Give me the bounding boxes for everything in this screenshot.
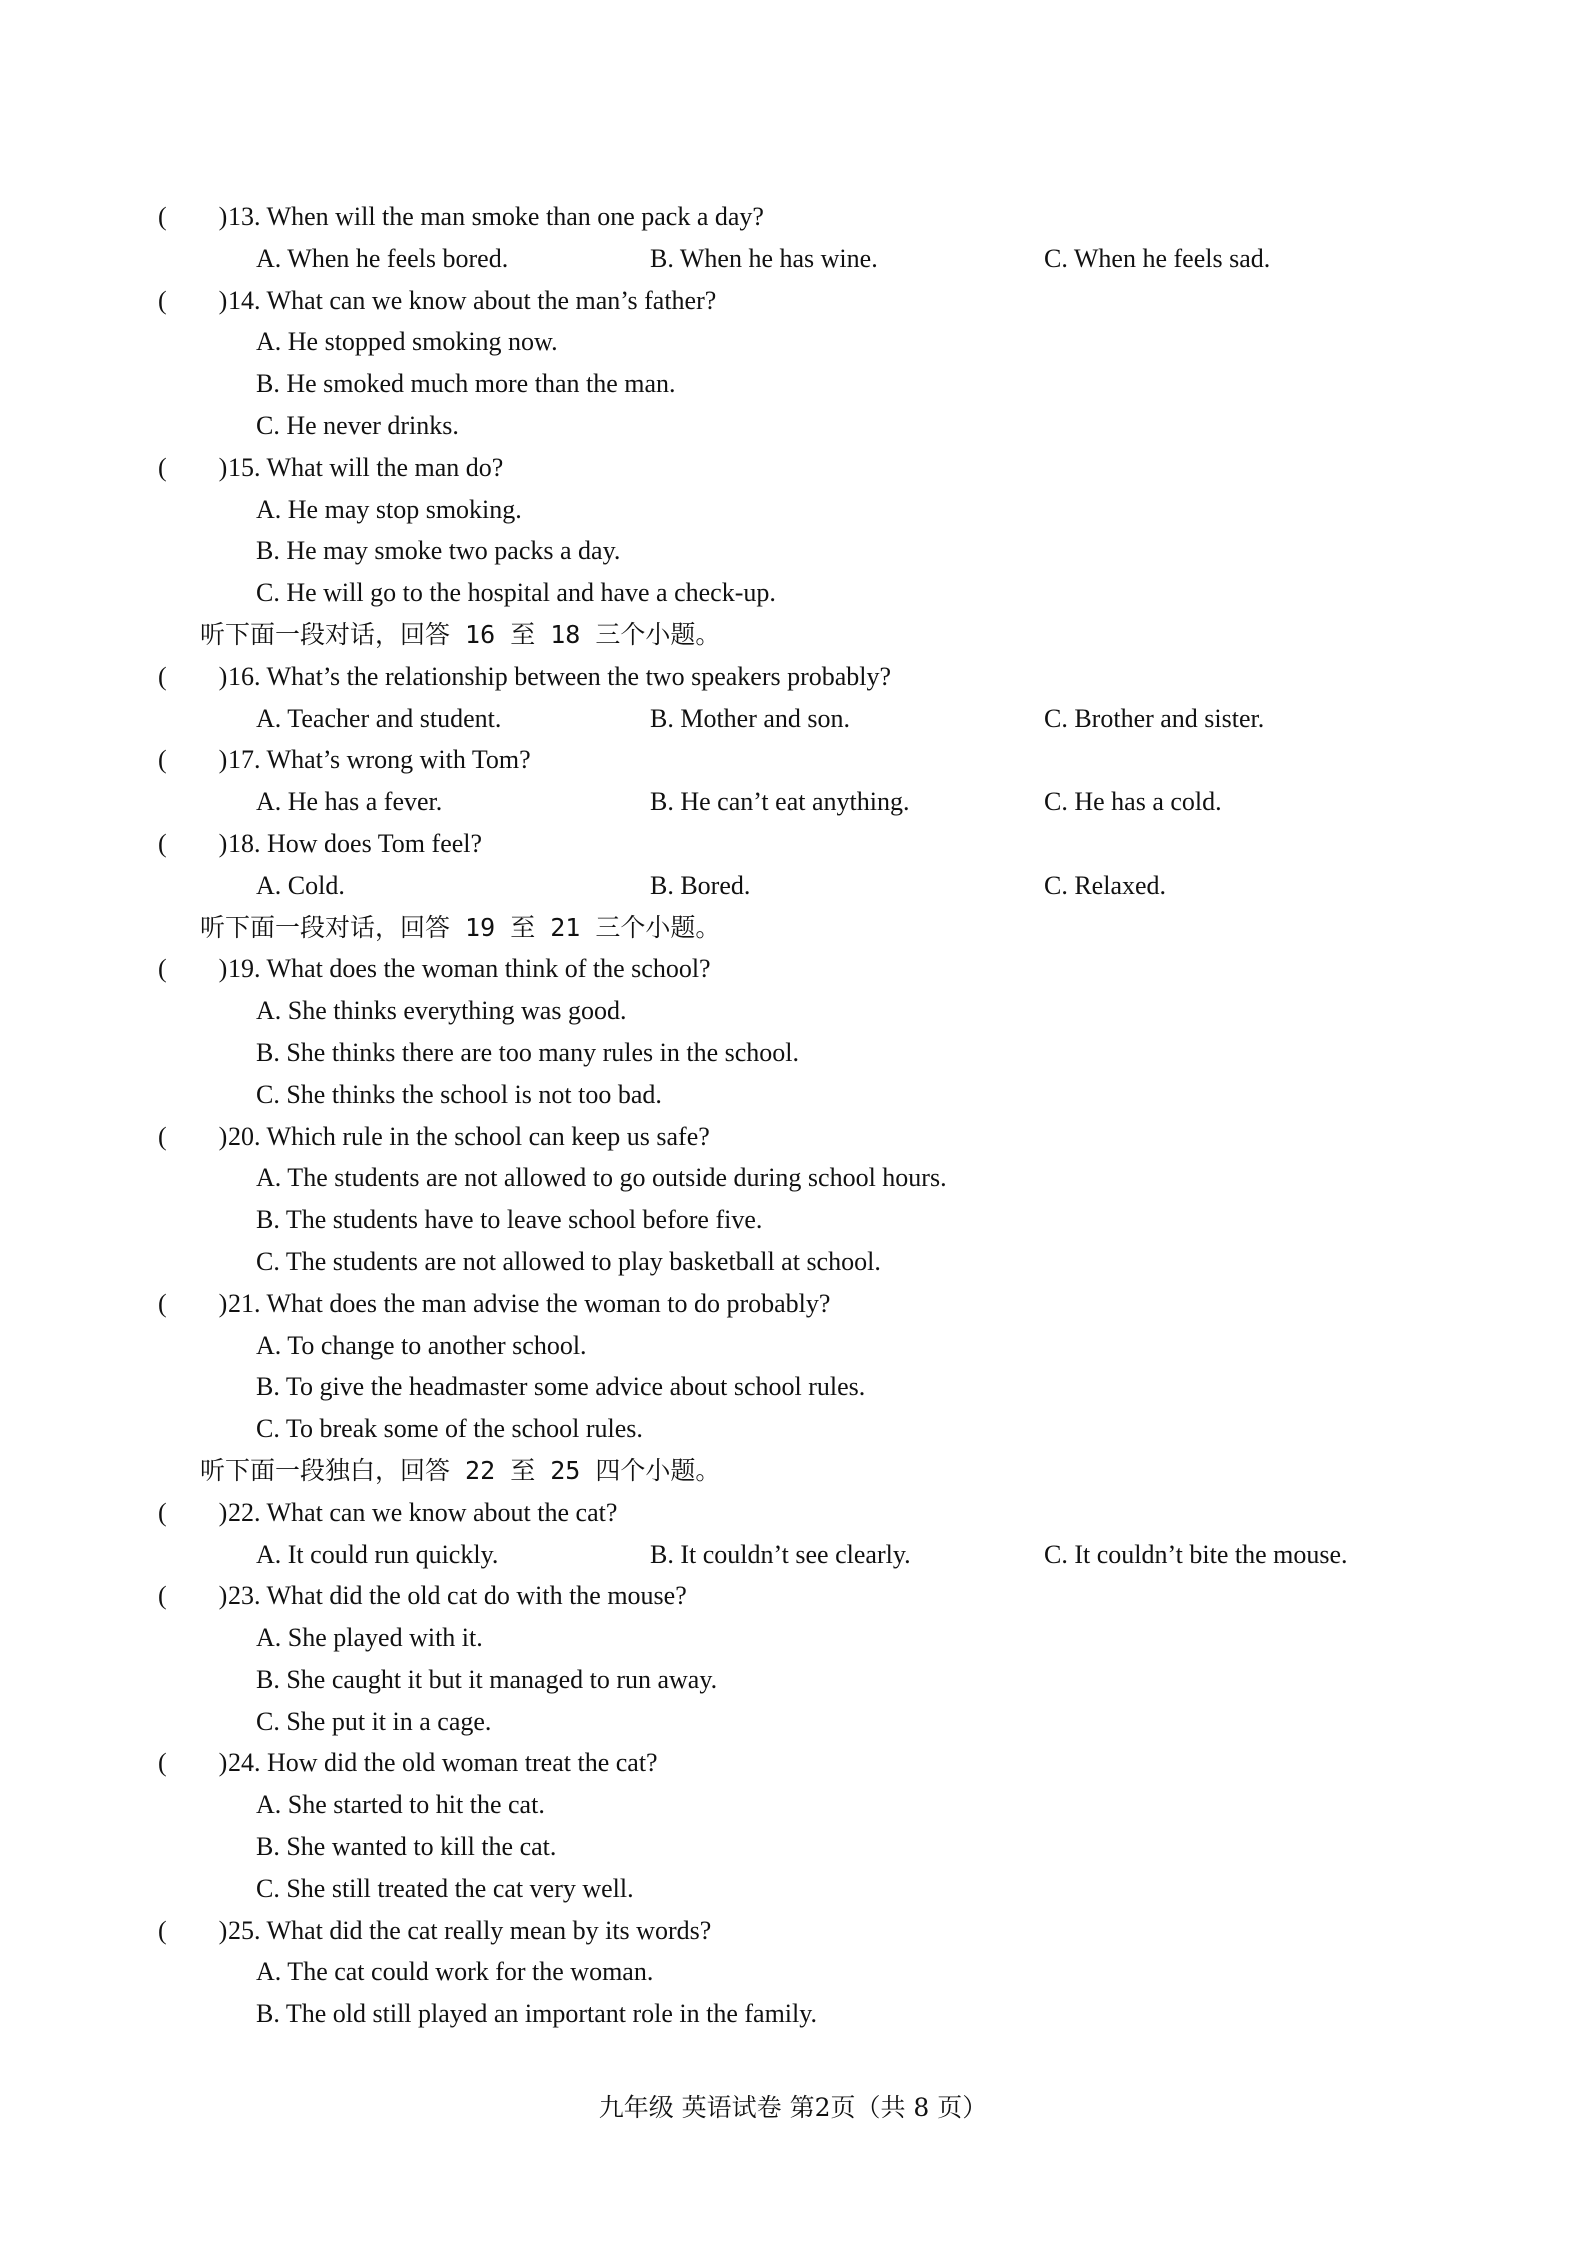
option-line: C. To break some of the school rules. xyxy=(256,1414,643,1444)
option-c: C. Relaxed. xyxy=(1044,870,1167,900)
option-b: B. He can’t eat anything. xyxy=(650,787,910,817)
option-line: A. She thinks everything was good. xyxy=(256,996,627,1026)
option-c: C. It couldn’t bite the mouse. xyxy=(1044,1539,1348,1569)
option-line: B. He smoked much more than the man. xyxy=(256,369,676,399)
question-text: 15. What will the man do? xyxy=(228,452,504,482)
answer-bracket: ( ) xyxy=(158,745,228,775)
question-line xyxy=(0,1116,1586,1158)
option-c: C. He has a cold. xyxy=(1044,787,1222,817)
option-line: C. He will go to the hospital and have a check-up. xyxy=(256,578,776,608)
option-line: B. She caught it but it managed to run away. xyxy=(256,1664,718,1694)
option-line: A. He may stop smoking. xyxy=(256,494,522,524)
section-instruction: 听下面一段对话，回答 19 至 21 三个小题。 xyxy=(200,912,721,942)
answer-bracket: ( ) xyxy=(158,452,228,482)
section-instruction: 听下面一段独白，回答 22 至 25 四个小题。 xyxy=(200,1455,721,1485)
option-c: C. When he feels sad. xyxy=(1044,243,1271,273)
answer-bracket: ( ) xyxy=(158,1121,228,1151)
answer-bracket: ( ) xyxy=(158,1497,228,1527)
answer-bracket: ( ) xyxy=(158,1581,228,1611)
option-row xyxy=(0,1534,1586,1576)
question-line xyxy=(0,1742,1586,1784)
option-line: B. She wanted to kill the cat. xyxy=(256,1832,557,1862)
option-a: A. He has a fever. xyxy=(256,787,443,817)
question-text: 20. Which rule in the school can keep us safe? xyxy=(228,1121,710,1151)
question-text: 17. What’s wrong with Tom? xyxy=(228,745,531,775)
page-footer: 九年级 英语试卷 第2页（共 8 页） xyxy=(598,2093,988,2122)
option-row xyxy=(0,865,1586,907)
option-line: A. The students are not allowed to go outside during school hours. xyxy=(256,1163,947,1193)
answer-bracket: ( ) xyxy=(158,828,228,858)
section-instruction: 听下面一段对话，回答 16 至 18 三个小题。 xyxy=(200,619,721,649)
question-text: 25. What did the cat really mean by its words? xyxy=(228,1915,712,1945)
answer-bracket: ( ) xyxy=(158,661,228,691)
option-row xyxy=(0,781,1586,823)
option-a: A. Cold. xyxy=(256,870,345,900)
option-a: A. It could run quickly. xyxy=(256,1539,499,1569)
question-text: 23. What did the old cat do with the mouse? xyxy=(228,1581,687,1611)
answer-bracket: ( ) xyxy=(158,1915,228,1945)
question-text: 21. What does the man advise the woman to do probably? xyxy=(228,1288,831,1318)
option-line: C. He never drinks. xyxy=(256,410,459,440)
answer-bracket: ( ) xyxy=(158,954,228,984)
question-text: 22. What can we know about the cat? xyxy=(228,1497,618,1527)
option-line: A. The cat could work for the woman. xyxy=(256,1957,654,1987)
option-line: C. The students are not allowed to play basketball at school. xyxy=(256,1246,881,1276)
option-b: B. Bored. xyxy=(650,870,751,900)
option-b: B. Mother and son. xyxy=(650,703,851,733)
option-a: A. When he feels bored. xyxy=(256,243,509,273)
option-line: B. To give the headmaster some advice about school rules. xyxy=(256,1372,866,1402)
question-text: 24. How did the old woman treat the cat? xyxy=(228,1748,658,1778)
question-line xyxy=(0,196,1586,238)
question-line xyxy=(0,1283,1586,1325)
question-text: 16. What’s the relationship between the two speakers probably? xyxy=(228,661,892,691)
option-line: C. She thinks the school is not too bad. xyxy=(256,1079,662,1109)
question-line xyxy=(0,1910,1586,1952)
question-line xyxy=(0,1575,1586,1617)
option-b: B. It couldn’t see clearly. xyxy=(650,1539,911,1569)
question-line xyxy=(0,739,1586,781)
answer-bracket: ( ) xyxy=(158,285,228,315)
option-b: B. When he has wine. xyxy=(650,243,878,273)
question-text: 13. When will the man smoke than one pack a day? xyxy=(228,202,764,231)
option-line: A. To change to another school. xyxy=(256,1330,587,1360)
question-line xyxy=(0,948,1586,990)
question-line xyxy=(0,823,1586,865)
question-line xyxy=(0,656,1586,698)
answer-bracket: ( ) xyxy=(158,1288,228,1318)
exam-questions xyxy=(0,196,1586,2035)
question-text: 19. What does the woman think of the school? xyxy=(228,954,711,984)
option-line: B. She thinks there are too many rules in the school. xyxy=(256,1037,800,1067)
option-line: A. He stopped smoking now. xyxy=(256,327,558,357)
question-line xyxy=(0,447,1586,489)
option-row xyxy=(0,238,1586,280)
answer-bracket: ( ) xyxy=(158,202,228,231)
option-line: A. She started to hit the cat. xyxy=(256,1790,545,1820)
question-text: 18. How does Tom feel? xyxy=(228,828,483,858)
option-line: B. He may smoke two packs a day. xyxy=(256,536,621,566)
option-line: B. The old still played an important role in the family. xyxy=(256,1999,818,2029)
option-line: C. She put it in a cage. xyxy=(256,1706,492,1736)
question-line xyxy=(0,280,1586,322)
answer-bracket: ( ) xyxy=(158,1748,228,1778)
option-row xyxy=(0,698,1586,740)
option-c: C. Brother and sister. xyxy=(1044,703,1265,733)
option-line: C. She still treated the cat very well. xyxy=(256,1873,634,1903)
option-line: A. She played with it. xyxy=(256,1623,483,1653)
question-line xyxy=(0,1492,1586,1534)
option-line: B. The students have to leave school before five. xyxy=(256,1205,763,1235)
question-text: 14. What can we know about the man’s father? xyxy=(228,285,717,315)
option-a: A. Teacher and student. xyxy=(256,703,502,733)
